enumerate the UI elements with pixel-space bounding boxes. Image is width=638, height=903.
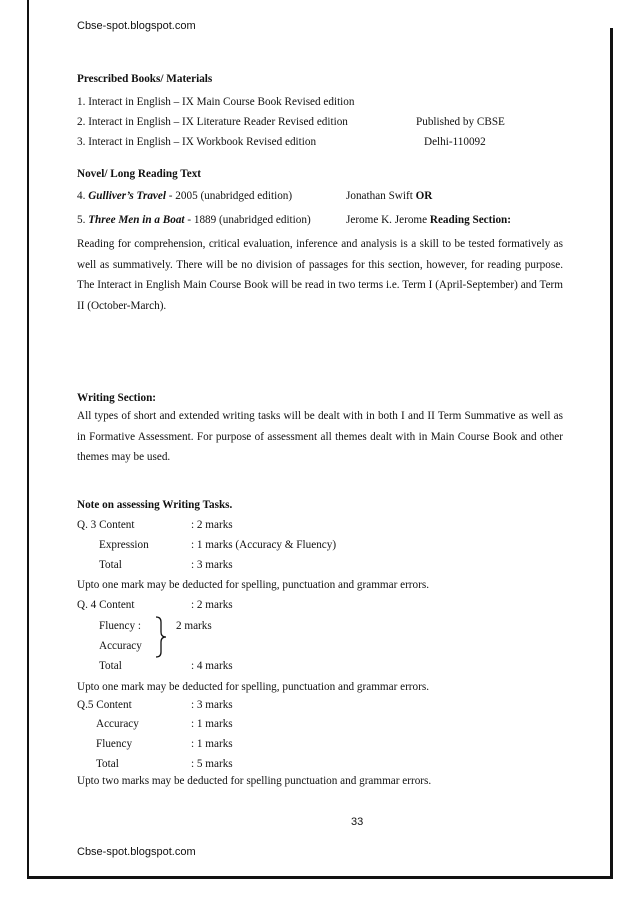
q5-fluency-marks: : 1 marks [191,738,233,750]
books-heading: Prescribed Books/ Materials [77,73,213,85]
q4-total-label: Total [99,660,122,672]
q4-content-label: Q. 4 Content [77,599,135,611]
page-border-bottom [27,876,613,879]
novel-item-4 [77,189,292,203]
q4-fluency-label: Fluency : [99,620,141,632]
footer-site-name: Cbse-spot.blogspot.com [77,846,196,858]
novel-item-4-edition: - 2005 (unabridged edition) [165,190,293,202]
book-item-1: 1. Interact in English – IX Main Course Book Revised edition [77,96,355,108]
q5-note: Upto two marks may be deducted for spelling punctuation and grammar errors. [77,775,432,787]
novel-item-4-author-name: Jonathan Swift [346,190,416,202]
q4-total-marks: : 4 marks [191,660,233,672]
q3-content-marks: : 2 marks [191,519,233,531]
writing-paragraph: All types of short and extended writing tasks will be dealt with in both I and II Term Summative as well as in Formative Assessment. For purpose of assessment all themes dealt with in Main Course Book and other themes may be used. [77,410,563,463]
publisher: Published by CBSE [416,116,505,128]
novel-item-5-author-name: Jerome K. Jerome [346,214,430,226]
reading-section-heading: Reading Section: [429,214,511,226]
novel-item-5 [77,213,311,227]
novel-item-5-title: Three Men in a Boat [88,214,185,226]
novel-heading: Novel/ Long Reading Text [77,168,202,180]
q3-total-marks: : 3 marks [191,559,233,571]
q3-total-label: Total [99,559,122,571]
novel-item-5-number: 5. [77,214,89,226]
novel-item-5-author [346,213,511,227]
page-border-left [27,0,29,878]
writing-heading: Writing Section: [77,392,157,404]
page-border-right [610,28,613,878]
q4-note: Upto one mark may be deducted for spelling, punctuation and grammar errors. [77,681,429,693]
q4-content-marks: : 2 marks [191,599,233,611]
page-number: 33 [351,816,364,828]
q5-fluency-label: Fluency [96,738,133,750]
q3-expression-label: Expression [99,539,149,551]
novel-item-4-author [346,189,432,203]
q3-content-label: Q. 3 Content [77,519,135,531]
q5-content-label: Q.5 Content [77,699,132,711]
book-item-2: 2. Interact in English – IX Literature Reader Revised edition [77,116,348,128]
publisher-city: Delhi-110092 [424,136,486,148]
q3-expression-marks: : 1 marks (Accuracy & Fluency) [191,539,337,551]
novel-or: OR [415,190,433,202]
q5-total-label: Total [96,758,119,770]
novel-item-5-edition: - 1889 (unabridged edition) [184,214,311,226]
novel-item-4-title: Gulliver’s Travel [88,190,166,202]
curly-brace-icon [152,615,170,659]
header-site-name: Cbse-spot.blogspot.com [77,20,196,32]
q5-accuracy-label: Accuracy [96,718,139,730]
q5-accuracy-marks: : 1 marks [191,718,233,730]
book-item-3: 3. Interact in English – IX Workbook Revised edition [77,136,317,148]
q5-total-marks: : 5 marks [191,758,233,770]
q4-group-marks: 2 marks [176,620,212,632]
q3-note: Upto one mark may be deducted for spelling, punctuation and grammar errors. [77,579,429,591]
novel-item-4-number: 4. [77,190,89,202]
reading-paragraph: Reading for comprehension, critical evaluation, inference and analysis is a skill to be tested formatively as well as summatively. There will be no division of passages for this section, however, for reading purpose. The Interact in English Main Course Book will be read in two terms i.e. Term I (April-September) and Term II (October-March). [77,238,563,312]
q5-content-marks: : 3 marks [191,699,233,711]
assessing-heading: Note on assessing Writing Tasks. [77,499,233,511]
q4-accuracy-label: Accuracy [99,640,142,652]
